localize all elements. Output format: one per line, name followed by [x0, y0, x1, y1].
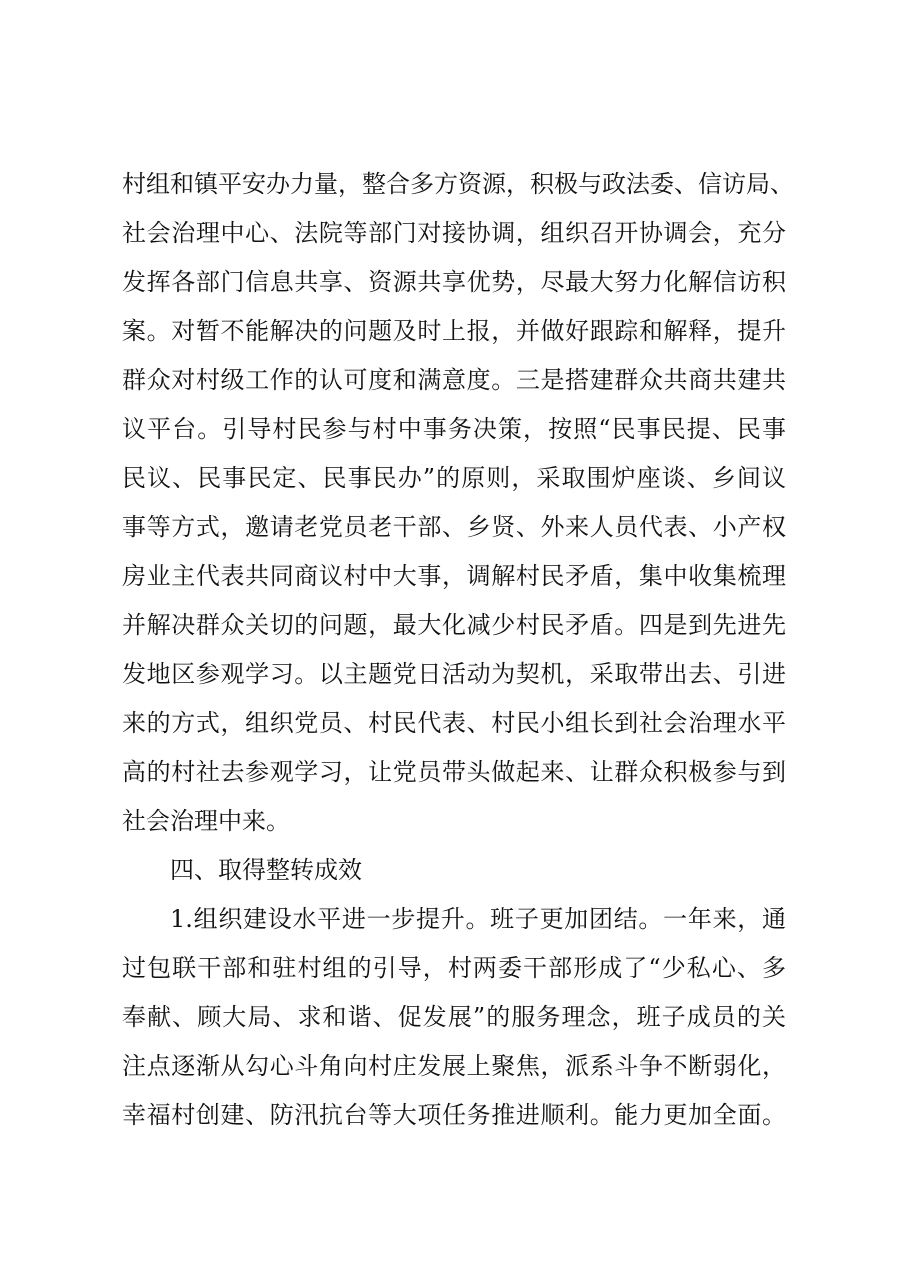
- subsection-line: 幸福村创建、防汛抗台等大项任务推进顺利。能力更加全面。: [122, 1101, 786, 1129]
- paragraph-line: 发地区参观学习。以主题党日活动为契机，采取带出去、引进: [122, 660, 786, 688]
- paragraph-line: 高的村社去参观学习，让党员带头做起来、让群众积极参与到: [122, 758, 786, 786]
- paragraph-line: 来的方式，组织党员、村民代表、村民小组长到社会治理水平: [122, 709, 786, 737]
- paragraph-line: 民议、民事民定、民事民办”的原则，采取围炉座谈、乡间议: [122, 464, 786, 492]
- paragraph-line: 发挥各部门信息共享、资源共享优势，尽最大努力化解信访积: [122, 268, 786, 296]
- paragraph-line: 社会治理中心、法院等部门对接协调，组织召开协调会，充分: [122, 219, 786, 247]
- paragraph-line: 案。对暂不能解决的问题及时上报，并做好跟踪和解释，提升: [122, 317, 786, 345]
- paragraph-line: 群众对村级工作的认可度和满意度。三是搭建群众共商共建共: [122, 366, 786, 394]
- subsection-line: 注点逐渐从勾心斗角向村庄发展上聚焦，派系斗争不断弱化，: [122, 1052, 786, 1080]
- subsection-line: 奉献、顾大局、求和谐、促发展”的服务理念，班子成员的关: [122, 1003, 786, 1031]
- subsection-line: 过包联干部和驻村组的引导，村两委干部形成了“少私心、多: [122, 954, 786, 982]
- paragraph-line: 事等方式，邀请老党员老干部、乡贤、外来人员代表、小产权: [122, 513, 786, 541]
- section-heading: 四、取得整转成效: [170, 856, 362, 884]
- subsection-line: 1.组织建设水平进一步提升。班子更加团结。一年来，通: [170, 905, 786, 933]
- paragraph-line: 村组和镇平安办力量，整合多方资源，积极与政法委、信访局、: [122, 170, 794, 198]
- paragraph-line: 社会治理中来。: [122, 807, 290, 835]
- paragraph-line: 并解决群众关切的问题，最大化减少村民矛盾。四是到先进先: [122, 611, 786, 639]
- paragraph-line: 房业主代表共同商议村中大事，调解村民矛盾，集中收集梳理: [122, 562, 786, 590]
- paragraph-line: 议平台。引导村民参与村中事务决策，按照“民事民提、民事: [122, 415, 786, 443]
